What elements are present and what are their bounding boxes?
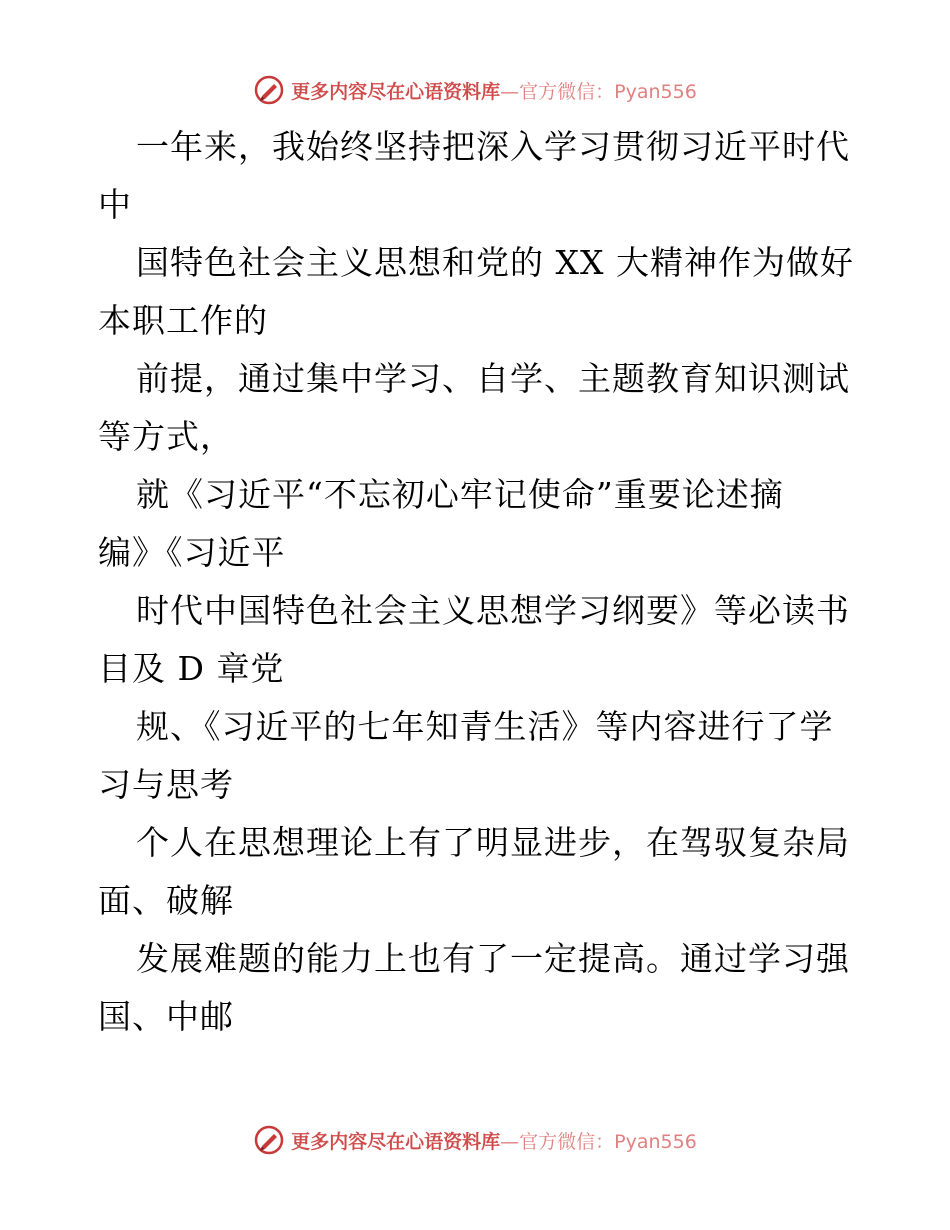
body-line: 就《习近平“不忘初心牢记使命”重要论述摘 bbox=[136, 475, 784, 514]
body-line: 本职工作的 bbox=[98, 301, 268, 340]
footer-contact-text: —官方微信：Pyan556 bbox=[500, 1130, 697, 1153]
body-line: 一年来，我始终坚持把深入学习贯彻习近平时代 bbox=[136, 127, 850, 166]
pen-logo-icon bbox=[253, 1124, 285, 1156]
body-line: 国特色社会主义思想和党的 XX 大精神作为做好 bbox=[136, 243, 854, 282]
body-line: 目及 D 章党 bbox=[98, 649, 285, 688]
header-banner-text bbox=[291, 77, 697, 104]
document-body bbox=[98, 118, 858, 1046]
body-line: 个人在思想理论上有了明显进步，在驾驭复杂局 bbox=[136, 823, 850, 862]
footer-banner bbox=[0, 1120, 950, 1160]
body-line: 规、《习近平的七年知青生活》等内容进行了学 bbox=[136, 707, 834, 746]
footer-banner-text bbox=[291, 1127, 697, 1154]
body-line: 发展难题的能力上也有了一定提高。通过学习强 bbox=[136, 939, 850, 978]
header-contact-text: —官方微信：Pyan556 bbox=[500, 80, 697, 103]
body-line: 国、中邮 bbox=[98, 997, 234, 1036]
pen-logo-icon bbox=[253, 74, 285, 106]
body-line: 编》《习近平 bbox=[98, 533, 286, 572]
body-line: 等方式， bbox=[98, 417, 234, 456]
body-line: 面、破解 bbox=[98, 881, 234, 920]
body-line: 时代中国特色社会主义思想学习纲要》等必读书 bbox=[136, 591, 850, 630]
footer-brand-text: 更多内容尽在心语资料库 bbox=[291, 1130, 501, 1153]
header-brand-text: 更多内容尽在心语资料库 bbox=[291, 80, 501, 103]
body-line: 中 bbox=[98, 185, 132, 224]
body-line: 前提，通过集中学习、自学、主题教育知识测试 bbox=[136, 359, 850, 398]
header-banner bbox=[0, 70, 950, 110]
body-line: 习与思考 bbox=[98, 765, 234, 804]
